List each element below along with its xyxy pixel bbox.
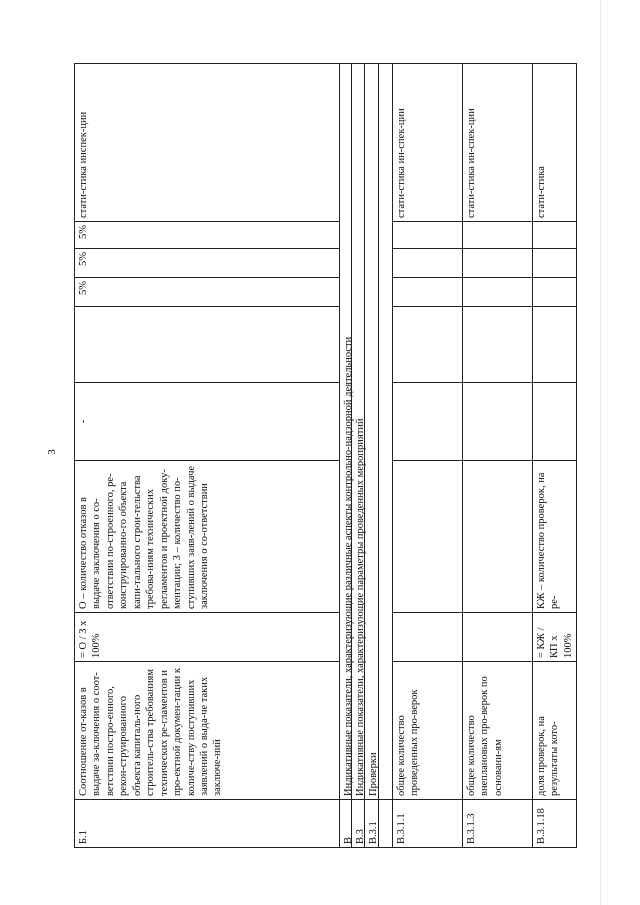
row-v313-source: стати-стика ин-спек-ции (462, 63, 533, 222)
row-v313-c6 (462, 277, 533, 307)
row-b1-source: стати-стика инспек-ции (74, 63, 340, 222)
row-b1-v1: 5% (74, 277, 340, 307)
row-v3118-c6 (532, 277, 577, 307)
row-v-code: В (339, 799, 352, 848)
row-b1-v3: 5% (74, 221, 340, 249)
row-v3118-source: стати-стика (532, 63, 577, 222)
row-b1-empty (74, 306, 340, 383)
table-grid (74, 64, 576, 848)
row-v311-c7 (392, 248, 463, 278)
rotated-table-wrapper (74, 64, 576, 848)
row-b1-formula: = О / З х 100% (74, 612, 340, 662)
row-v3118-c7 (532, 248, 577, 278)
row-v311-formula (392, 612, 463, 662)
row-b1-v2: 5% (74, 248, 340, 278)
row-v3118-code: В.3.1.18 (532, 799, 577, 848)
row-v3118-basis (532, 382, 577, 461)
row-v3118-comment: КЖ – количество проверок, на ре- (532, 460, 577, 613)
row-v311-code: В.3.1.1 (392, 799, 463, 848)
row-v313-comment (462, 460, 533, 613)
row-v311-c6 (392, 277, 463, 307)
row-v313-code: В.3.1.3 (462, 799, 533, 848)
row-v311-name: общее количество проведенных про-верок (392, 661, 463, 800)
row-v311-c5 (392, 306, 463, 383)
row-v31-text: Проверки (364, 63, 379, 800)
row-spacer-code (378, 799, 393, 848)
row-v311-comment (392, 460, 463, 613)
row-v313-c7 (462, 248, 533, 278)
row-v313-c8 (462, 221, 533, 249)
row-v31-code: В.3.1 (364, 799, 379, 848)
row-v3118-formula: = КЖ / КП х 100% (532, 612, 577, 662)
page-number: 3 (45, 449, 58, 455)
row-b1-code: Б.1 (74, 799, 340, 848)
row-v313-c5 (462, 306, 533, 383)
row-v3118-c5 (532, 306, 577, 383)
row-v313-name: общее количество внеплановых про-верок по основани-ям (462, 661, 533, 800)
row-v311-source: стати-стика ин-спек-ции (392, 63, 463, 222)
scan-edge-shadow (600, 0, 601, 905)
row-v3118-name: доля проверок, на результаты кото- (532, 661, 577, 800)
row-v3-code: В.3 (351, 799, 365, 848)
row-b1-comment: О – количество отказов в выдаче заключения о со-ответствии по-строенного, ре-конструированно-го объекта капи-тального строи-тельства требова-ниям технических регламентов и проектной доку-ментации; З – количество по-ступивших заяв-лений о выдаче заключения о со-ответствии (74, 460, 340, 613)
row-v313-basis (462, 382, 533, 461)
row-b1-name: Соотношение от-казов в выдаче за-ключения о соот-ветствии постро-енного, рекон-струированного объекта капиталь-ного строитель-ства требованиям технических ре-гламентов и про-ектной докумен-тации к количе-ству поступивших заявлений о выда-че таких заключе-ний (74, 661, 340, 800)
row-spacer (378, 63, 393, 800)
row-v311-basis (392, 382, 463, 461)
row-v3-text: Индикативные показатели, характеризующие параметры проведенных мероприятий (351, 63, 365, 800)
row-b1-basis: - (74, 382, 340, 461)
row-v311-c8 (392, 221, 463, 249)
row-v313-formula (462, 612, 533, 662)
row-v3118-c8 (532, 221, 577, 249)
row-v-text: Индикативные показатели, характеризующие различные аспекты контрольно-надзорной деятельности (339, 63, 352, 800)
